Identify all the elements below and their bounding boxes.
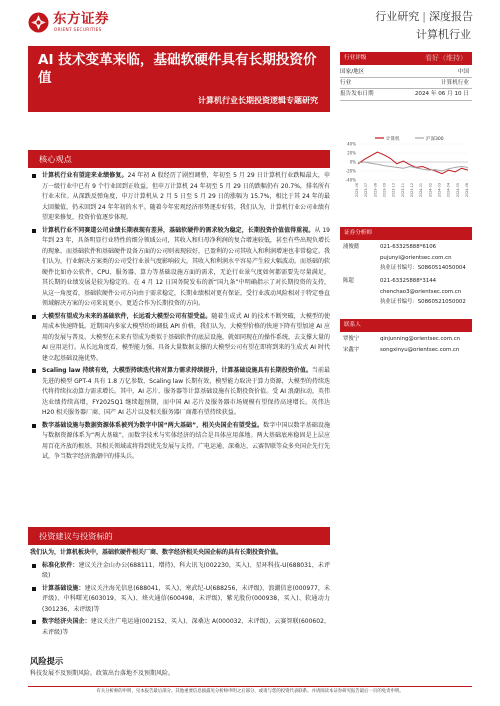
contacts-heading: 联系人 [340, 319, 472, 332]
category-separator: | [422, 10, 426, 23]
investment-section [30, 548, 330, 640]
x-tick-label: 2023-07 [364, 183, 369, 198]
investment-item [30, 617, 330, 638]
info-row-date [340, 90, 472, 99]
bullet-bold: Scaling law 持续有效，大模型持续迭代将对算力需求持续提升，计算基础设施具有长期投资价值。 [42, 367, 312, 374]
core-view-bullets [30, 171, 330, 465]
legend-label: 沪深300 [426, 136, 444, 142]
info-row-industry [340, 79, 472, 88]
contact-email: qinjunning@orientsec.com.cn [380, 336, 461, 342]
investment-item [30, 584, 330, 616]
bullet-bold: 数字基础设施与数据资源体系被列为数字中国“两大基础”，相关央国企有望受益。 [42, 421, 264, 429]
item-text: 建议关注金山办公(688111，增持)、科大讯飞(002230，买入)、星环科技-U(688031，未评级) [42, 561, 330, 579]
investment-item [30, 561, 330, 582]
bullet-bold: 计算机行业有望迎来业绩修复。 [42, 172, 128, 179]
performance-chart [340, 134, 472, 204]
series-line-计算机 [358, 152, 468, 174]
y-tick-label: 40% [347, 141, 356, 147]
core-view-heading: 核心观点 [28, 150, 330, 168]
legend-label: 计算机 [386, 136, 400, 142]
brand-name-en: ORIENT SECURITIES [54, 27, 102, 32]
contact-name: 覃俊宁 [343, 336, 360, 342]
x-tick-label: 2023-11 [400, 183, 405, 198]
divider [340, 88, 472, 89]
contact-name: 宋鑫宇 [343, 347, 360, 353]
info-value: 计算机行业 [441, 80, 469, 86]
item-bold: 标准化软件： [42, 561, 79, 569]
contact-email: songxinyu@orientsec.com.cn [380, 347, 460, 353]
rating-value: 看好（维持） [425, 54, 467, 62]
x-tick-label: 2024-06 [465, 183, 469, 198]
divider [340, 100, 472, 101]
analysts-heading: 证券分析师 [340, 227, 472, 240]
core-bullet [30, 421, 330, 463]
investment-lead: 我们认为，计算机板块中，基础软硬件相关厂商、数字经济相关央国企标的具有长期投资价值。 [30, 549, 283, 556]
x-tick-label: 2023-10 [391, 183, 396, 198]
risk-title: 风险提示 [30, 656, 64, 666]
brand-name-cn: 东方证券 [53, 11, 109, 27]
category-left: 行业研究 [375, 10, 420, 23]
info-value: 2024 年 06 月 10 日 [414, 91, 469, 97]
analyst-name: 陈超 [343, 278, 354, 284]
x-tick-label: 2023-09 [382, 183, 387, 198]
report-subtitle: 计算机行业长期投资逻辑专题研究 [198, 95, 318, 105]
y-tick-label: -40% [345, 177, 356, 183]
x-tick-label: 2024-05 [455, 183, 460, 198]
x-tick-label: 2023-12 [410, 183, 414, 198]
bullet-text: 数字中国以数字基础设施与数据资源体系为“两大基础”，而数字技术与实体经济的结合是具体应用落地。两大基础底座稳固是上层应用百花齐放的根基，其相关领域或将得到优先发展与支持。广电运通、深桑达、云赛智联等众多央国企先行先试，争当数字经济浪潮中的排头兵。 [42, 421, 331, 460]
bullet-text: 随着生成式 AI 的技术不断突破，大模型的使用成本快速降低。近期国内多家大模型纷纷调低 API 价格，我们认为，大模型价格的快速下降有望加速 AI 应用的发展与普及。大模型在未来有望成为类似于基础软件的底层设施，就如同现在的操作系统，去支撑大量的 AI 应用运行。从长远角度看，模型能力强、具备大量数据支撑的大模型公司有望在即将到来的生成式 AI 时代建立起基础设施优势。 [42, 312, 331, 362]
x-tick-label: 2023-08 [373, 183, 378, 198]
core-bullet [30, 366, 330, 419]
analyst-phone: 021-63325888*3144 [380, 278, 437, 284]
category-right: 深度报告 [429, 10, 473, 23]
info-value: 中国 [457, 69, 469, 75]
analyst-email: chenchao3@orientsec.com.cn [380, 288, 462, 295]
investment-heading: 投资建议与投资标的 [28, 527, 330, 545]
analyst-phone: 021-63325888*6106 [380, 244, 437, 250]
item-bold: 计算基础设施： [42, 584, 85, 592]
core-bullet [30, 226, 330, 310]
bullet-text: 24 年初 A 股经历了剧烈调整，年初至 5 月 29 日计算机行业跌幅最大，申万一级行业中已有 9 个行业回到正收益，但申万计算机 24 年初至 5 月 29 日的跌幅仍有 20.7%，排名所有行业末位。从深跌反弹角度，申万计算机从 2 月 5 日至 5 月 29 日的涨幅为 15.7%，相比于其 24 年的最大回撤值，仍未回到 24 年年初的水平。随着今年宏观经济形势逐步好转，我们认为，计算机行业公司业绩有望迎来修复，投资价值逐步体现。 [42, 172, 330, 221]
core-bullet [30, 312, 330, 365]
rating-bar [340, 52, 472, 65]
y-tick-label: -20% [345, 168, 356, 174]
bullet-bold: 大模型有望成为未来的基础软件，长远看大模型公司有望受益。 [42, 312, 212, 320]
risk-text: 科技发展不及预期风险。政策出台落地不及预期风险。 [30, 670, 175, 677]
analyst-name: 浦俊懿 [343, 244, 360, 250]
core-bullet [30, 171, 330, 224]
report-category [375, 8, 473, 25]
info-row-region [340, 68, 472, 77]
y-tick-label: 20% [347, 150, 356, 156]
item-bold: 数字经济央国企： [42, 618, 91, 625]
bullet-text: 当前最先进的模型 GPT-4 具有 1.8 万亿参数，Scaling law 长期有效，模型能力取决于算力资源，大模型的持续迭代将持续拉动算力需求增长。其中，AI 芯片、服务器等计算基础设施有长期投资价值。受 AI 浪潮拉动，英伟达业绩持续高增，FY2025Q1 继续超预期，而中国 AI 芯片及服务器市场规模有望保持高速增长。英伟达 H20 相关服务器厂商、国产 AI 芯片以及相关服务器厂商都有望持续获益。 [42, 367, 330, 416]
x-tick-label: 2024-04 [446, 183, 451, 198]
info-label: 行业 [340, 80, 352, 86]
rating-label: 行业评级 [344, 55, 367, 61]
analyst-license: 执业证书编号：S0860521050002 [380, 299, 466, 305]
disclaimer-footer: 有关分析师的申明，见本报告最后部分。其他重要信息披露见分析师申明之后部分，或请与您的投资代表联系。并请阅读本证券研究报告最后一页的免责申明。 [28, 686, 472, 698]
info-label: 报告发布日期 [340, 91, 374, 97]
analyst-license: 执业证书编号：S0860514050004 [380, 265, 466, 271]
x-tick-label: 2024-02 [428, 183, 433, 198]
x-tick-label: 2023-06 [355, 183, 359, 198]
report-title: AI 技术变革来临，基础软硬件具有长期投资价值 [38, 52, 317, 86]
bullet-text: 从 19 年到 23 年，具备明显行业特性的细分领域公司，其收入和归母净利润的复合增速较低，甚至有些出现负增长的现象。而基础软件和基础硬件设备方面的公司则表现较好，已盈利的公司其收入和利润增速也非常稳定。我们认为，行业解决方案类的公司受行业景气度影响较大，其收入和利润水平容易产生较大幅波动。而基础的软硬件比如办公软件、CPU、服务器、算力等基础设施方面的需求，无论行业景气度如何都需要先尽量满足，其长期的业绩发展是较为稳定的。在 4 月 12 日国务院发布的新“国九条”中明确指示了对长期投资的支持，从这一角度看，基础软硬件公司方向由于需求稳定，长期业绩相对更有保证，受行业波动风险相对于特定垂直领域解决方案的公司来说更小，更适合作为长期投资的方向。 [42, 226, 331, 307]
analyst-info [380, 242, 472, 274]
x-tick-label: 2024-03 [437, 183, 442, 198]
info-label: 国家/地区 [340, 69, 365, 75]
orient-logo-icon [28, 12, 49, 33]
analyst-info [380, 276, 472, 308]
x-tick-label: 2024-01 [419, 183, 424, 198]
divider [340, 77, 472, 78]
analyst-email: pujunyi@orientsec.com.cn [380, 254, 452, 261]
title-banner [28, 46, 330, 112]
y-tick-label: 0% [349, 159, 356, 165]
brand-logo [28, 12, 140, 34]
report-industry: 计算机行业 [416, 28, 471, 41]
item-text: 建议关注广电运通(002152，买入)、深桑达 A(000032，未评级)、云赛智联(600602，未评级)等 [42, 618, 330, 636]
item-text: 建议关注海光信息(688041，买入)、寒武纪-U(688256，未评级)、浪潮信息(000977，未评级)、中科曙光(603019，买入)、烽火通信(600498，未评级)、紫光股份(000938，买入)、软通动力(301236，未评级)等 [42, 584, 330, 613]
bullet-bold: 计算机行业不同赛道公司业绩长期表现有差异，基础软硬件的需求较为稳定，长期投资价值值得重视。 [42, 226, 315, 234]
